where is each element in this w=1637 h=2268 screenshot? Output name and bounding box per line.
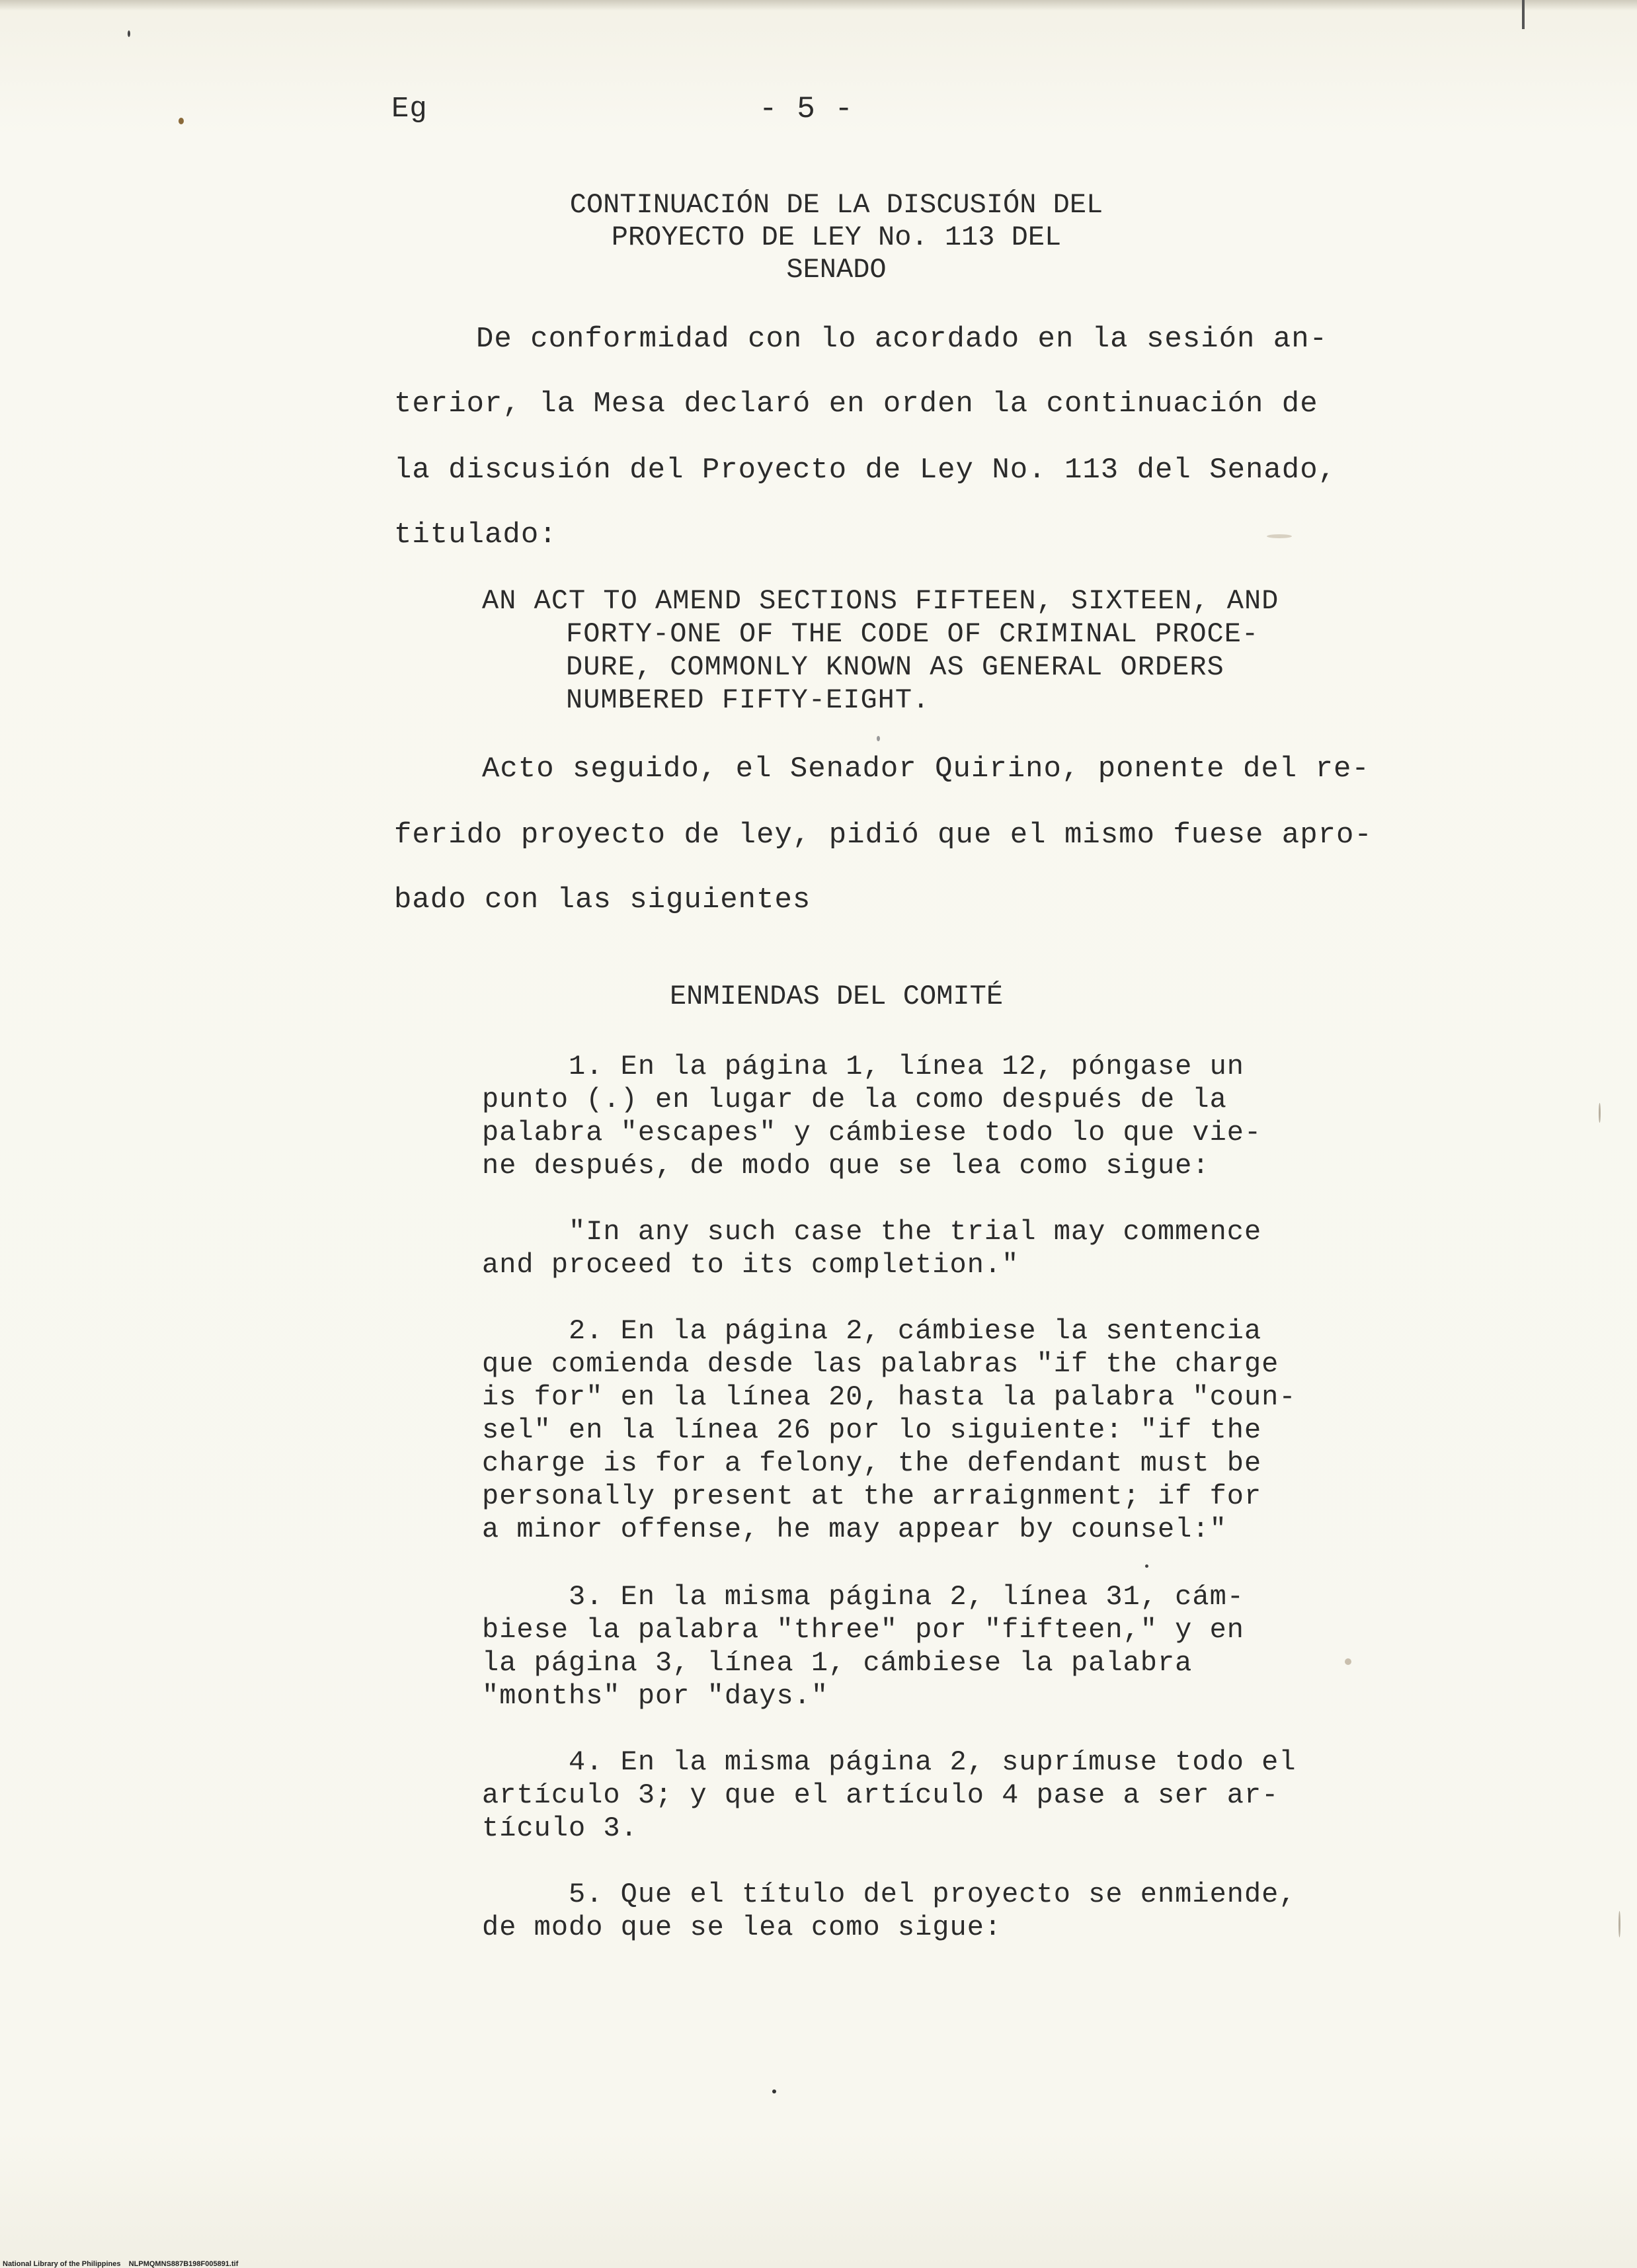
intro-line-3: la discusión del Proyecto de Ley No. 113 del Senado, xyxy=(394,454,1337,487)
scan-edge-mark xyxy=(1522,0,1525,29)
bill-title-line-3: DURE, COMMONLY KNOWN AS GENERAL ORDERS xyxy=(566,651,1224,683)
speck xyxy=(128,30,130,37)
amendment-2-line: que comienda desde las palabras "if the charge xyxy=(482,1348,1279,1380)
motion-line-2: ferido proyecto de ley, pidió que el mismo fuese apro- xyxy=(394,819,1373,852)
intro-line-2: terior, la Mesa declaró en orden la continuación de xyxy=(394,387,1318,421)
amendment-1-quote-line: and proceed to its completion." xyxy=(482,1249,1019,1281)
speck xyxy=(1599,1103,1601,1123)
intro-line-4: titulado: xyxy=(394,518,557,551)
amendment-2-line: charge is for a felony, the defendant must be xyxy=(482,1447,1262,1479)
bill-title-line-2: FORTY-ONE OF THE CODE OF CRIMINAL PROCE- xyxy=(566,618,1259,650)
amendment-2-line: sel" en la línea 26 por lo siguiente: "if the xyxy=(482,1414,1262,1446)
amendment-1-line: punto (.) en lugar de la como después de la xyxy=(482,1084,1227,1115)
speck xyxy=(1345,1658,1351,1665)
amendment-3-line: "months" por "days." xyxy=(482,1680,829,1712)
amendment-1-line: palabra "escapes" y cámbiese todo lo que vie- xyxy=(482,1117,1262,1149)
intro-line-1: De conformidad con lo acordado en la sesión an- xyxy=(476,323,1328,356)
header-initials: Eg xyxy=(391,93,428,126)
amendments-heading: ENMIENDAS DEL COMITÉ xyxy=(669,981,1004,1012)
page-number: - 5 - xyxy=(759,92,854,126)
amendment-3-line: biese la palabra "three" por "fifteen," y en xyxy=(482,1614,1244,1646)
scan-top-edge xyxy=(0,0,1637,11)
amendment-4-line: 4. En la misma página 2, suprímuse todo el xyxy=(482,1746,1297,1778)
heading-line-2: PROYECTO DE LEY No. 113 DEL xyxy=(611,222,1062,253)
speck xyxy=(772,2089,776,2093)
amendment-2-line: 2. En la página 2, cámbiese la sentencia xyxy=(482,1315,1262,1347)
motion-line-1: Acto seguido, el Senador Quirino, ponente del re- xyxy=(482,752,1370,786)
bill-title-line-4: NUMBERED FIFTY-EIGHT. xyxy=(566,684,930,716)
speck xyxy=(1267,534,1292,538)
archive-footer: National Library of the Philippines NLPMQMNS887B198F005891.tif xyxy=(3,2260,239,2268)
amendment-1-line: ne después, de modo que se lea como sigue: xyxy=(482,1150,1210,1182)
amendment-1-line: 1. En la página 1, línea 12, póngase un xyxy=(482,1051,1244,1082)
speck xyxy=(179,118,184,124)
amendment-5-line: 5. Que el título del proyecto se enmiende, xyxy=(482,1879,1297,1910)
heading-line-1: CONTINUACIÓN DE LA DISCUSIÓN DEL xyxy=(569,189,1103,221)
amendment-4-line: tículo 3. xyxy=(482,1812,638,1844)
speck xyxy=(1145,1564,1148,1568)
speck xyxy=(1618,1911,1620,1937)
amendment-3-line: la página 3, línea 1, cámbiese la palabra xyxy=(482,1647,1193,1679)
speck xyxy=(877,736,880,741)
amendment-5-line: de modo que se lea como sigue: xyxy=(482,1912,1002,1943)
heading-line-3: SENADO xyxy=(786,254,887,286)
amendment-4-line: artículo 3; y que el artículo 4 pase a ser ar- xyxy=(482,1779,1279,1811)
amendment-3-line: 3. En la misma página 2, línea 31, cám- xyxy=(482,1581,1244,1613)
bill-title-line-1: AN ACT TO AMEND SECTIONS FIFTEEN, SIXTEEN, AND xyxy=(482,585,1279,617)
amendment-1-quote-line: "In any such case the trial may commence xyxy=(482,1216,1262,1248)
amendment-2-line: a minor offense, he may appear by counsel:" xyxy=(482,1514,1227,1545)
motion-line-3: bado con las siguientes xyxy=(394,883,811,916)
amendment-2-line: is for" en la línea 20, hasta la palabra "coun- xyxy=(482,1381,1297,1413)
amendment-2-line: personally present at the arraignment; if for xyxy=(482,1480,1262,1512)
